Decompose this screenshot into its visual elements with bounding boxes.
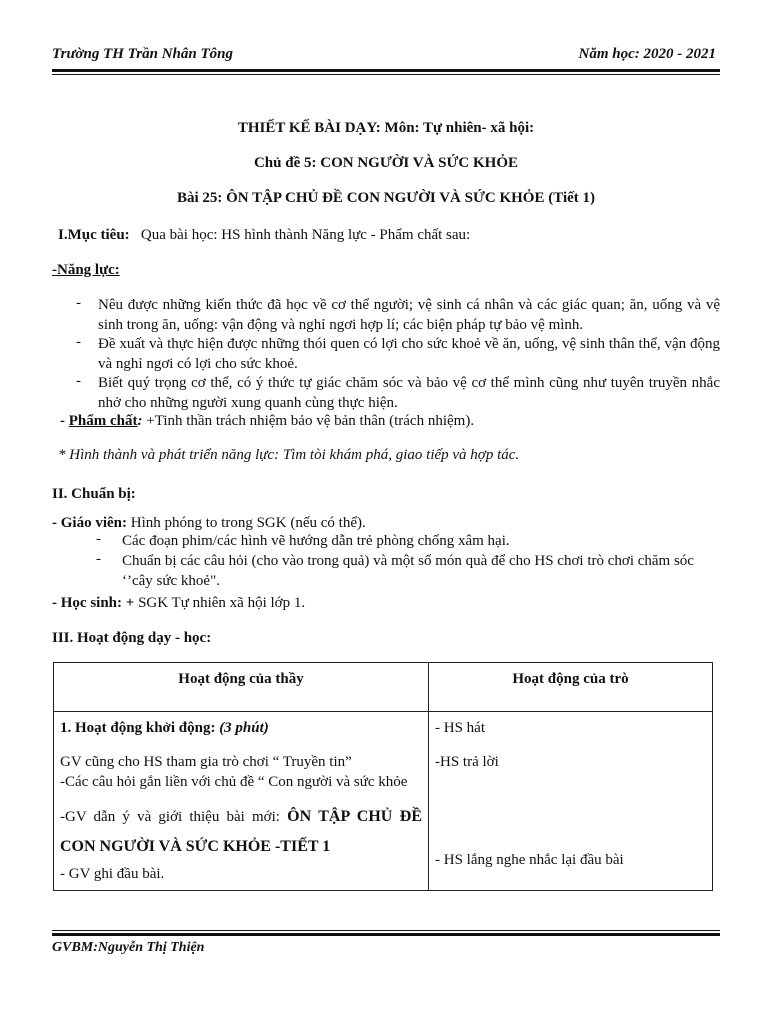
competence-bullet-1: - Nêu được những kiến thức đã học về cơ thể người; vệ sinh cá nhân và các giác quan; ăn, uống và vệ sinh trong ăn, uống: vận động và nghỉ ngơi hợp lí; các biện pháp tự bảo vệ mình. — [76, 295, 720, 333]
quality-text: +Tinh thần trách nhiệm bảo vệ bản thân (trách nhiệm). — [142, 413, 475, 429]
topic-title: Chủ đề 5: CON NGƯỜI VÀ SỨC KHỎE — [253, 155, 519, 171]
table-header-row — [54, 663, 713, 712]
teacher-activity-cell — [54, 712, 429, 891]
teacher-step-4: - GV ghi đầu bài. — [60, 866, 165, 882]
teacher-prep-line: - Giáo viên: Hình phóng to trong SGK (nếu có thể). — [52, 515, 366, 531]
quality-line: - Phẩm chất: +Tinh thần trách nhiệm bảo vệ bản thân (trách nhiệm). — [60, 413, 475, 429]
header-rule-thick — [52, 69, 720, 72]
objectives-line — [58, 225, 726, 245]
lesson-title: Bài 25: ÔN TẬP CHỦ ĐỀ CON NGƯỜI VÀ SỨC KHỎE (Tiết 1) — [176, 190, 596, 206]
competence-label: -Năng lực: — [52, 262, 120, 278]
student-activity-cell — [429, 712, 713, 891]
competence-bullet-text: Nêu được những kiến thức đã học về cơ thể người; vệ sinh cá nhân và các giác quan; ăn, uống và vệ sinh trong ăn, uống: vận động và nghỉ ngơi hợp lí; các biện pháp tự bảo vệ mình. — [98, 297, 720, 333]
objectives-label: I.Mục tiêu: — [58, 227, 130, 243]
student-step-1: - HS hát — [435, 720, 485, 736]
footer-author: GVBM:Nguyễn Thị Thiện — [52, 940, 205, 955]
preparation-heading: II. Chuẩn bị: — [52, 486, 136, 502]
student-prep-text: SGK Tự nhiên xã hội lớp 1. — [134, 595, 306, 611]
competence-bullet-text: Đề xuất và thực hiện được những thói quen có lợi cho sức khoẻ về ăn, uống, vệ sinh thân thể, vận động và nghỉ ngơi có lợi cho sức khoẻ. — [98, 336, 720, 372]
footer-rule-thin — [52, 930, 720, 931]
col-teacher-header: Hoạt động của thầy — [54, 663, 429, 712]
school-year: Năm học: 2020 - 2021 — [578, 46, 716, 62]
activities-table — [53, 662, 713, 891]
activities-heading: III. Hoạt động dạy - học: — [52, 630, 212, 646]
teacher-prep-item-text: Chuẩn bị các câu hỏi (cho vào trong quả) và một số món quà để cho HS chơi trò chơi chăm sóc ‘’cây sức khoẻ". — [122, 553, 694, 589]
student-prep-line: - Học sinh: + SGK Tự nhiên xã hội lớp 1. — [52, 595, 306, 611]
lesson-name-bold: ÔN TẬP CHỦ ĐỀ CON NGƯỜI VÀ SỨC KHỎE -TIẾT 1 — [60, 808, 423, 855]
student-step-2: -HS trả lời — [435, 754, 499, 770]
teacher-step-3-prefix: -GV dẫn ý và giới thiệu bài mới: — [60, 809, 288, 825]
teacher-prep-item-1: - Các đoạn phim/các hình vẽ hướng dẫn trẻ phòng chống xâm hại. — [96, 531, 720, 551]
quality-label: Phẩm chất — [68, 413, 138, 429]
competence-bullet-text: Biết quý trọng cơ thể, có ý thức tự giác chăm sóc và bảo vệ cơ thể mình cũng như tuyên truyền nhắc nhở cho những người xung quanh cùng thực hiện. — [98, 375, 720, 411]
school-name: Trường TH Trần Nhân Tông — [52, 46, 233, 62]
teacher-label: Giáo viên: — [60, 515, 127, 531]
teacher-prep-item-text: Các đoạn phim/các hình vẽ hướng dẫn trẻ phòng chống xâm hại. — [122, 533, 510, 549]
col-student-header: Hoạt động của trò — [429, 663, 713, 712]
teacher-step-3 — [60, 802, 422, 862]
teacher-step-1: GV cũng cho HS tham gia trò chơi “ Truyền tin” — [60, 754, 352, 770]
development-note: * Hình thành và phát triển năng lực: Tìm tòi khám phá, giao tiếp và hợp tác. — [58, 447, 520, 463]
teacher-step-2: -Các câu hỏi gắn liền với chủ đề “ Con người và sức khỏe — [60, 774, 408, 790]
student-step-3: - HS lắng nghe nhắc lại đầu bài — [435, 852, 624, 868]
teacher-prep-text: Hình phóng to trong SGK (nếu có thể). — [127, 515, 366, 531]
competence-bullet-3: - Biết quý trọng cơ thể, có ý thức tự giác chăm sóc và bảo vệ cơ thể mình cũng như tuyên truyền nhắc nhở cho những người xung quanh cùng thực hiện. — [76, 373, 720, 411]
warmup-title: 1. Hoạt động khởi động: — [60, 720, 220, 736]
competence-bullet-2: - Đề xuất và thực hiện được những thói quen có lợi cho sức khoẻ về ăn, uống, vệ sinh thân thể, vận động và nghỉ ngơi có lợi cho sức khoẻ. — [76, 334, 720, 372]
lesson-design-title: THIẾT KẾ BÀI DẠY: Môn: Tự nhiên- xã hội: — [237, 120, 535, 136]
header-rule-thin — [52, 74, 720, 75]
table-row — [54, 712, 713, 891]
student-label: Học sinh: + — [60, 595, 135, 611]
teacher-prep-item-2: - Chuẩn bị các câu hỏi (cho vào trong quả) và một số món quà để cho HS chơi trò chơi chăm sóc ‘’cây sức khoẻ". — [96, 551, 720, 591]
objectives-text: Qua bài học: HS hình thành Năng lực - Phẩm chất sau: — [140, 227, 471, 243]
warmup-time: (3 phút) — [219, 720, 269, 736]
footer-rule-thick — [52, 933, 720, 936]
